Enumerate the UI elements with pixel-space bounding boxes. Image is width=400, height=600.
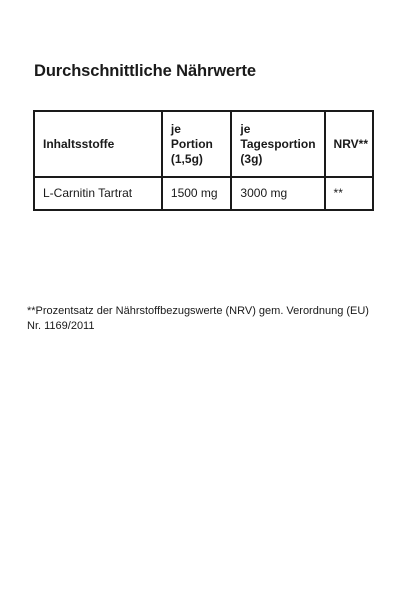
table-row — [34, 177, 373, 210]
cell-nrv: ** — [325, 177, 373, 210]
nutrition-table — [33, 110, 374, 211]
table-header-row — [34, 111, 373, 177]
header-per-portion: je Portion (1,5g) — [162, 111, 232, 177]
header-nrv: NRV** — [325, 111, 373, 177]
cell-per-daily-portion: 3000 mg — [231, 177, 324, 210]
cell-per-portion: 1500 mg — [162, 177, 232, 210]
header-per-daily-portion: je Tagesportion (3g) — [231, 111, 324, 177]
page-title: Durchschnittliche Nährwerte — [34, 62, 256, 80]
cell-ingredient-name: L-Carnitin Tartrat — [34, 177, 162, 210]
footnote: **Prozentsatz der Nährstoffbezugswerte (NRV) gem. Verordnung (EU) Nr. 1169/2011 — [27, 305, 369, 332]
header-ingredients: Inhaltsstoffe — [34, 111, 162, 177]
